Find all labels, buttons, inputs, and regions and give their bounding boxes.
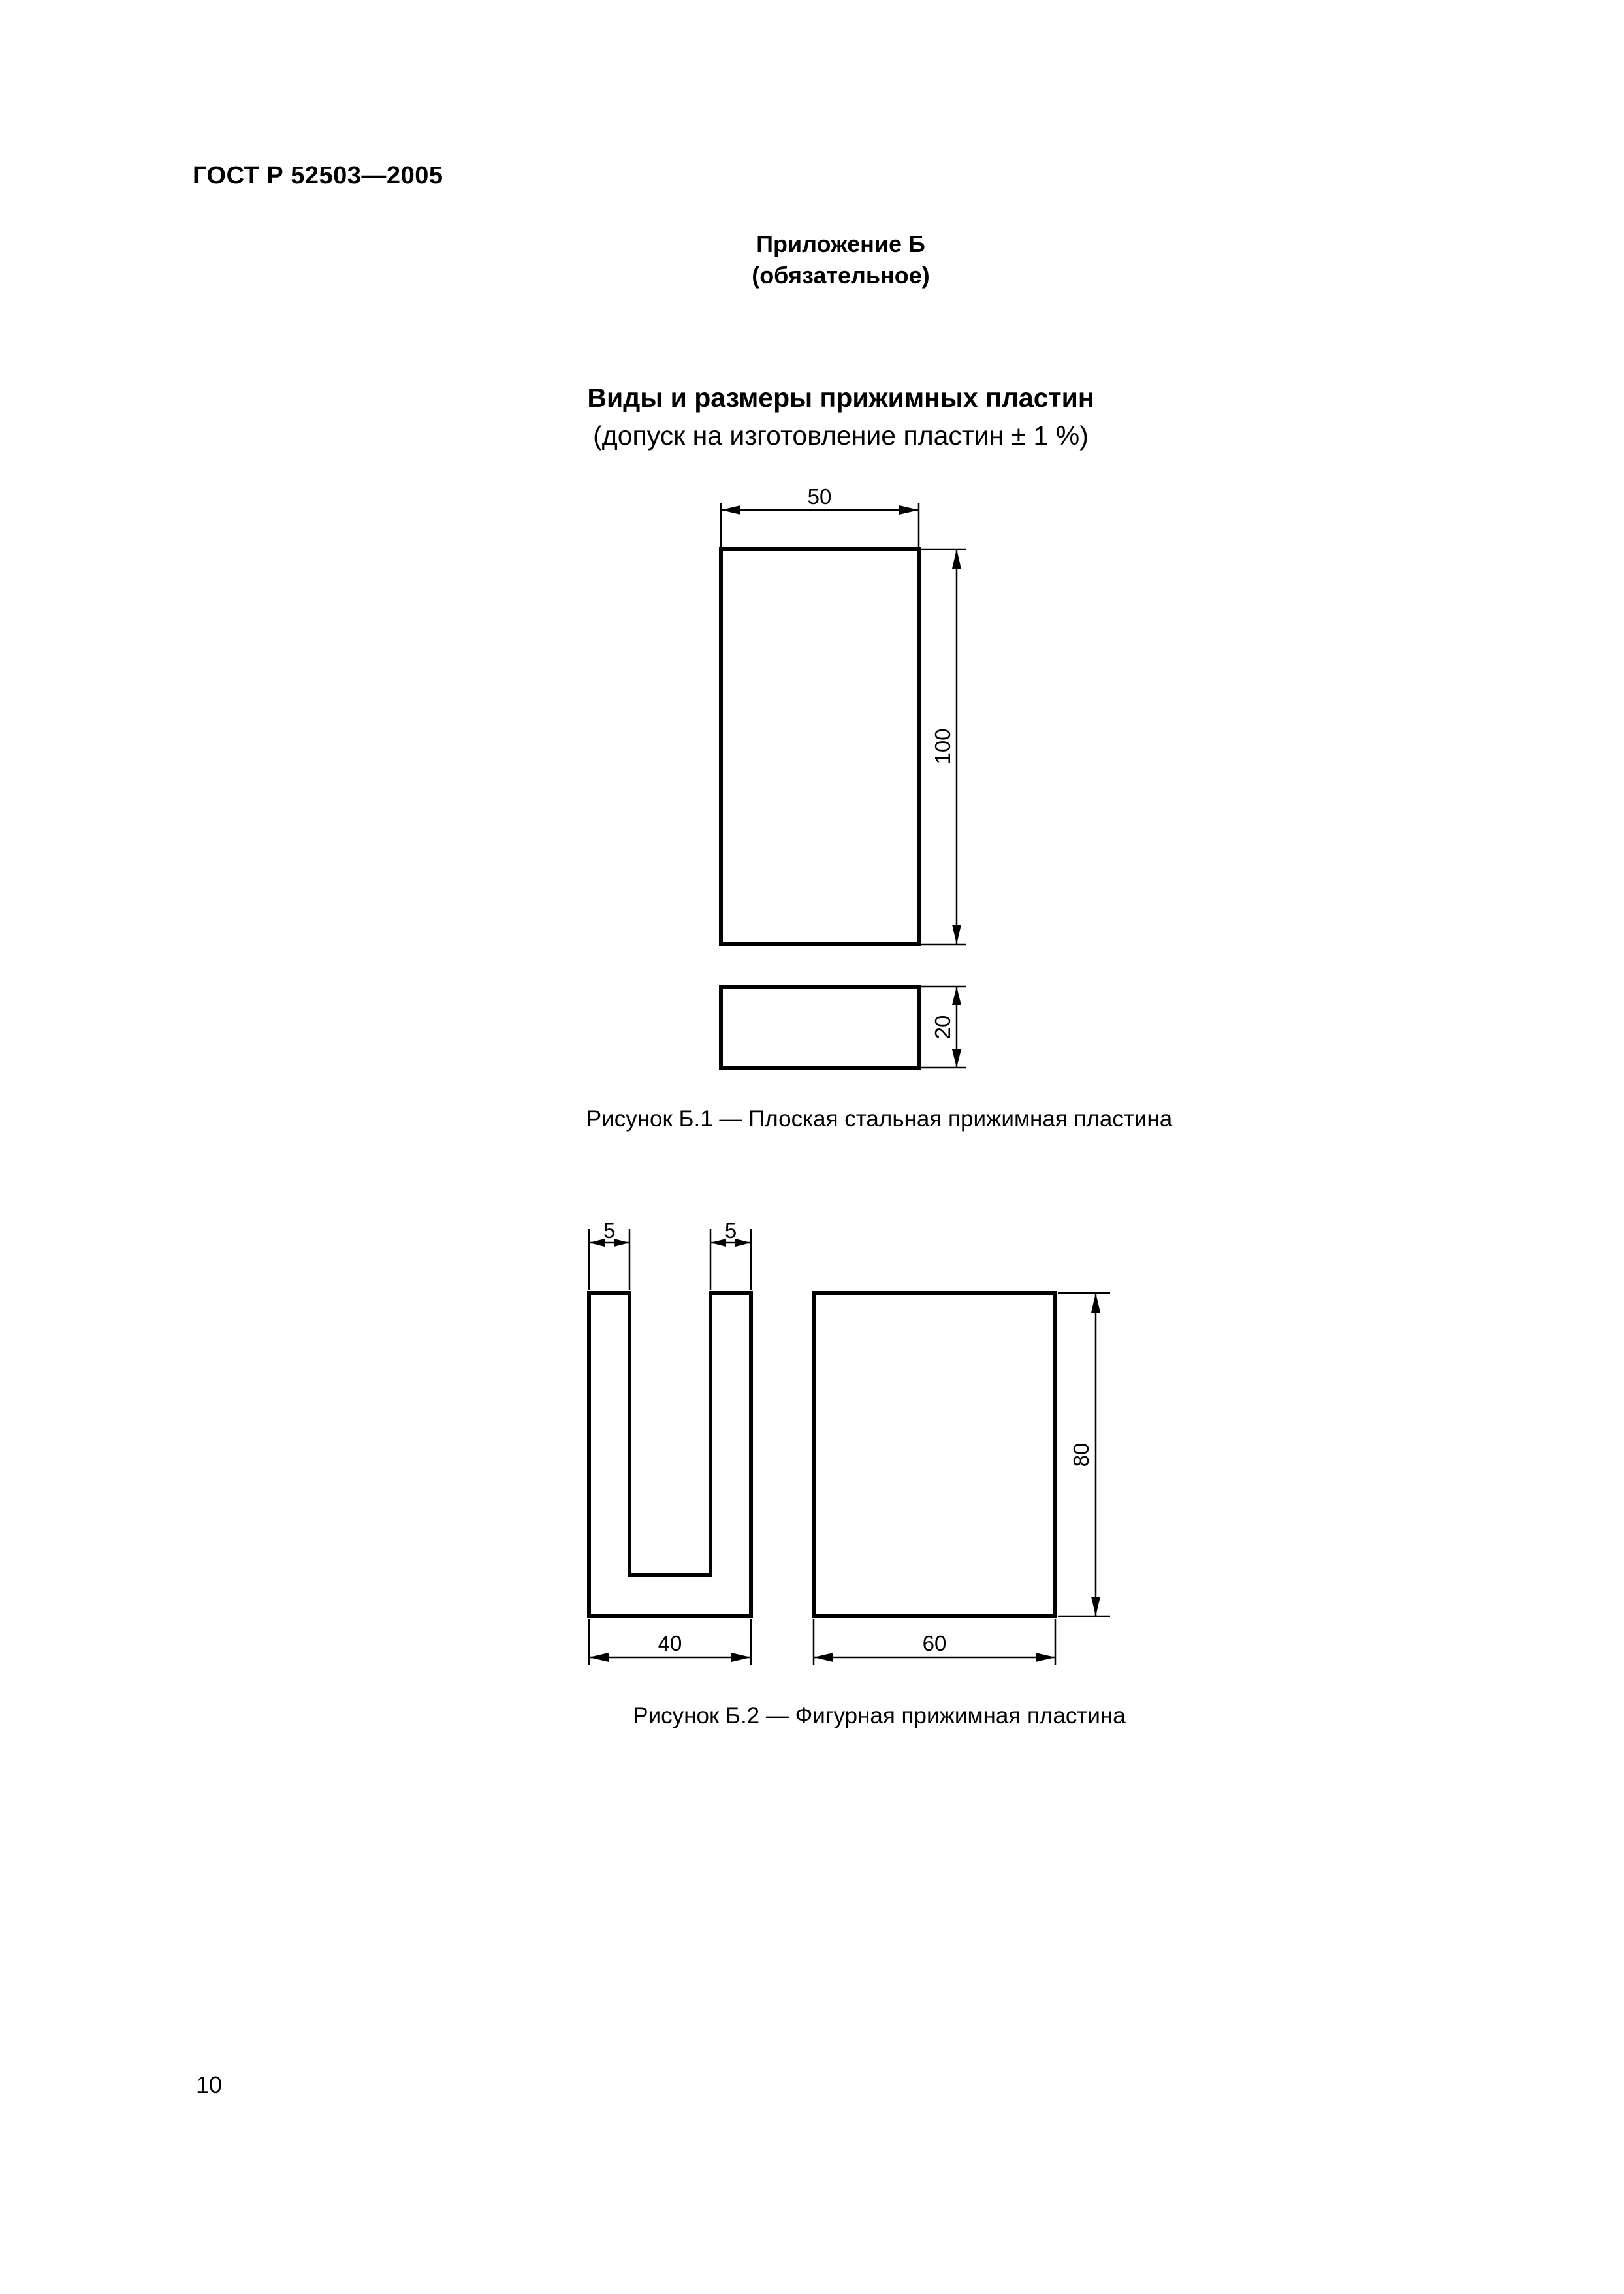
appendix-status: (обязательное) [752,262,930,289]
figure-1-flat-plate [721,485,966,1068]
dim-label-length: 100 [931,728,955,765]
dimension-left-arm-5 [589,1219,629,1290]
dimension-right-arm-5 [710,1219,751,1290]
appendix-title: Приложение Б [756,231,925,257]
section-subtitle: (допуск на изготовление пластин ± 1 %) [593,421,1089,451]
figure-1-caption: Рисунок Б.1 — Плоская стальная прижимная пластина [586,1106,1173,1132]
u-shaped-plate [589,1293,751,1616]
dimension-side-width-60 [814,1619,1055,1665]
dim-label-thickness: 20 [931,1015,955,1040]
dim-label-side-width: 60 [922,1631,947,1655]
standard-code: ГОСТ Р 52503—2005 [193,162,443,189]
dimension-u-width-40 [589,1619,751,1665]
section-title: Виды и размеры прижимных пластин [587,383,1094,413]
figure-2-caption: Рисунок Б.2 — Фигурная прижимная пластина [633,1703,1126,1728]
dim-label-left-arm: 5 [603,1219,616,1243]
rectangular-side-plate [814,1293,1055,1616]
dimension-width-50 [721,485,919,547]
page-number: 10 [196,2071,223,2098]
dimension-thickness-20 [921,987,966,1068]
figure-2-shaped-plate [589,1219,1110,1665]
dim-label-width: 50 [807,485,832,509]
dim-label-right-arm: 5 [724,1219,737,1243]
dimension-side-height-80 [1058,1293,1110,1616]
dimension-length-100 [921,549,966,944]
plate-top-view [721,549,919,944]
dim-label-u-width: 40 [658,1631,682,1655]
dim-label-side-height: 80 [1069,1442,1093,1467]
plate-side-view [721,987,919,1068]
